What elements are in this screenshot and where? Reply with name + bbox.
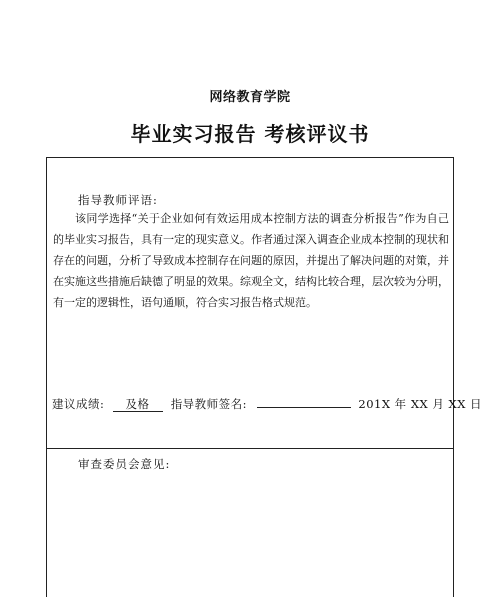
advisor-comment [53, 208, 449, 313]
review-committee-label: 审查委员会意见: [78, 457, 171, 471]
grading-row [52, 396, 482, 412]
signature-label: 指导教师签名: [170, 397, 248, 411]
signature-blank [257, 407, 351, 408]
advisor-comment-text: 该同学选择“关于企业如何有效运用成本控制方法的调查分析报告”作为自己的毕业实习报告，具有一定的现实意义。作者通过深入调查企业成本控制的现状和存在的问题，分析了导致成本控制存在问题的原因，并提出了解决问题的对策，并在实施这些措施后缺德了明显的效果。综观全文，结构比较合理，层次较为分明，有一定的逻辑性，语句通顺，符合实习报告格式规范。 [53, 212, 449, 309]
section-divider [46, 448, 454, 449]
document-title: 毕业实习报告 考核评议书 [130, 122, 370, 146]
institute-name: 网络教育学院 [209, 90, 291, 105]
advisor-comment-label: 指导教师评语: [78, 193, 158, 207]
grade-label: 建议成绩: [52, 397, 105, 411]
sign-date: 201X 年 XX 月 XX 日 [358, 397, 483, 411]
grade-value: 及格 [113, 397, 163, 412]
